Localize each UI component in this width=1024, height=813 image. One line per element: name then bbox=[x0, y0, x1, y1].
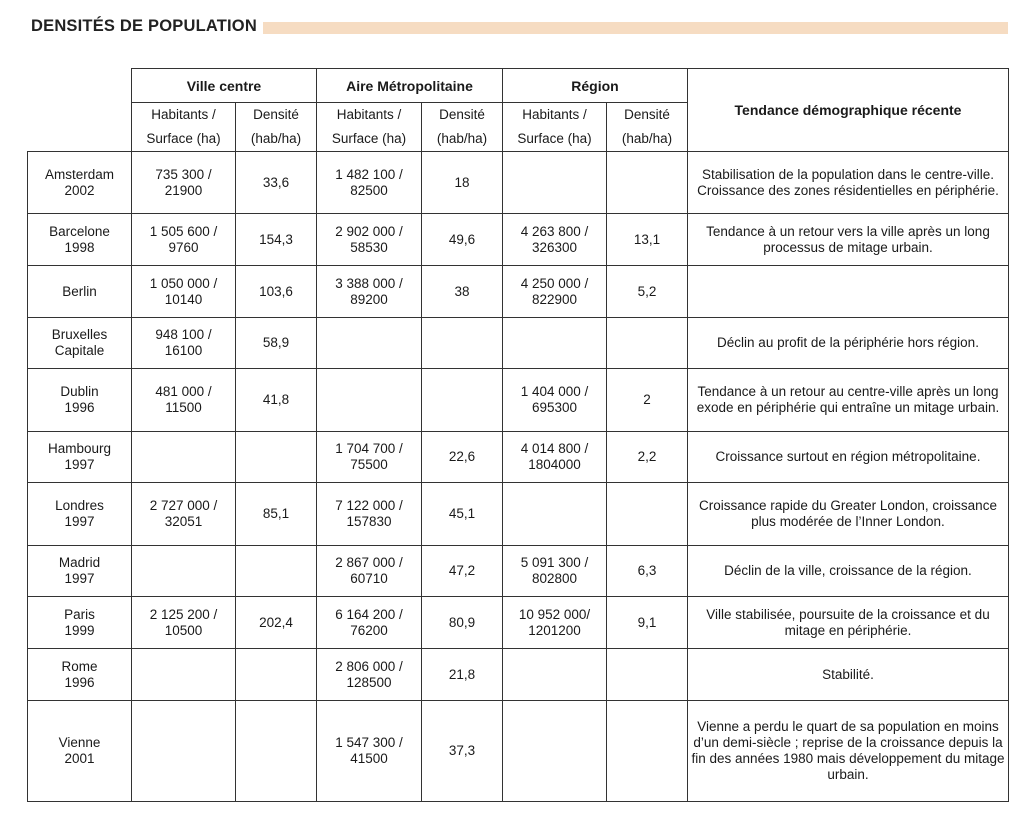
city-year: 2001 bbox=[64, 751, 95, 766]
region-surface: 695300 bbox=[531, 400, 578, 415]
aire-metro-densite-cell: 21,8 bbox=[422, 649, 503, 701]
ville-centre-habitants: 948 100 / bbox=[155, 327, 212, 342]
ville-centre-densite-cell bbox=[236, 546, 317, 597]
subheader-dens-line2: (hab/ha) bbox=[436, 131, 488, 146]
region-habitants: 4 263 800 / bbox=[520, 223, 589, 239]
city-cell bbox=[28, 432, 132, 483]
table-row bbox=[28, 266, 1009, 318]
region-surface: 1201200 bbox=[528, 622, 581, 638]
table-row bbox=[28, 152, 1009, 214]
aire-metro-densite-cell: 38 bbox=[422, 266, 503, 318]
city-name: Bruxelles bbox=[51, 327, 108, 342]
aire-metro-densite-cell: 80,9 bbox=[422, 597, 503, 649]
subheader-rg-habitants bbox=[503, 103, 607, 152]
ville-centre-habitants-cell bbox=[132, 432, 236, 483]
tendance-cell: Déclin au profit de la périphérie hors région. bbox=[688, 318, 1009, 369]
city-name: Vienne bbox=[58, 735, 101, 750]
subheader-am-densite bbox=[422, 103, 503, 152]
region-habitants-cell bbox=[503, 432, 607, 483]
ville-centre-densite-cell: 202,4 bbox=[236, 597, 317, 649]
region-densite-cell: 9,1 bbox=[607, 597, 688, 649]
table-row bbox=[28, 649, 1009, 701]
region-habitants-cell bbox=[503, 546, 607, 597]
aire-metro-surface: 76200 bbox=[350, 622, 388, 638]
ville-centre-habitants: 1 505 600 / bbox=[149, 223, 218, 239]
header-ville-centre: Ville centre bbox=[132, 69, 317, 103]
aire-metro-densite-cell: 47,2 bbox=[422, 546, 503, 597]
city-cell bbox=[28, 266, 132, 318]
city-name: Londres bbox=[55, 498, 104, 513]
city-name: Paris bbox=[64, 606, 95, 622]
ville-centre-habitants-cell bbox=[132, 649, 236, 701]
aire-metro-habitants-cell bbox=[317, 214, 422, 266]
ville-centre-surface: 11500 bbox=[165, 400, 202, 415]
ville-centre-habitants-cell bbox=[132, 483, 236, 546]
tendance-cell: Croissance rapide du Greater London, croissance plus modérée de l’Inner London. bbox=[688, 483, 1009, 546]
region-habitants-cell bbox=[503, 152, 607, 214]
density-table bbox=[27, 68, 1009, 802]
table-row bbox=[28, 483, 1009, 546]
aire-metro-surface: 89200 bbox=[350, 291, 388, 307]
subheader-hab-line2: Surface (ha) bbox=[517, 131, 592, 146]
aire-metro-habitants: 6 164 200 / bbox=[335, 606, 403, 622]
ville-centre-surface: 9760 bbox=[168, 239, 199, 255]
region-densite-cell: 2,2 bbox=[607, 432, 688, 483]
region-habitants-cell bbox=[503, 369, 607, 432]
aire-metro-densite-cell: 18 bbox=[422, 152, 503, 214]
aire-metro-habitants-cell bbox=[317, 432, 422, 483]
aire-metro-habitants: 2 806 000 / bbox=[335, 658, 403, 674]
ville-centre-densite-cell: 154,3 bbox=[236, 214, 317, 266]
aire-metro-densite-cell: 49,6 bbox=[422, 214, 503, 266]
region-densite-cell bbox=[607, 701, 688, 802]
region-surface: 1804000 bbox=[528, 457, 581, 472]
city-name: Dublin bbox=[60, 384, 99, 399]
aire-metro-habitants: 2 902 000 / bbox=[335, 223, 403, 239]
tendance-cell bbox=[688, 266, 1009, 318]
aire-metro-surface: 75500 bbox=[350, 457, 388, 472]
aire-metro-surface: 128500 bbox=[346, 674, 392, 690]
city-cell bbox=[28, 701, 132, 802]
title-decoration-bar bbox=[263, 22, 1008, 34]
subheader-dens-line1: Densité bbox=[624, 107, 670, 122]
ville-centre-densite-cell bbox=[236, 701, 317, 802]
city-cell bbox=[28, 483, 132, 546]
aire-metro-habitants-cell bbox=[317, 546, 422, 597]
region-habitants-cell bbox=[503, 649, 607, 701]
table-row bbox=[28, 369, 1009, 432]
ville-centre-habitants-cell bbox=[132, 214, 236, 266]
ville-centre-habitants-cell bbox=[132, 597, 236, 649]
tendance-cell: Stabilité. bbox=[688, 649, 1009, 701]
city-year: 1996 bbox=[64, 400, 95, 415]
aire-metro-densite-cell: 37,3 bbox=[422, 701, 503, 802]
subheader-vc-densite bbox=[236, 103, 317, 152]
ville-centre-surface: 32051 bbox=[164, 514, 203, 529]
ville-centre-habitants-cell bbox=[132, 318, 236, 369]
city-year: Capitale bbox=[54, 343, 105, 358]
aire-metro-densite-cell: 45,1 bbox=[422, 483, 503, 546]
title-row bbox=[31, 16, 1008, 40]
city-name: Amsterdam bbox=[44, 166, 115, 182]
table-row bbox=[28, 318, 1009, 369]
region-surface: 822900 bbox=[531, 291, 578, 307]
region-densite-cell: 13,1 bbox=[607, 214, 688, 266]
aire-metro-surface: 58530 bbox=[350, 239, 388, 255]
aire-metro-habitants: 1 482 100 / bbox=[335, 166, 403, 182]
aire-metro-surface: 82500 bbox=[350, 182, 388, 198]
city-cell bbox=[28, 369, 132, 432]
aire-metro-habitants: 3 388 000 / bbox=[335, 275, 403, 291]
header-tendance: Tendance démographique récente bbox=[688, 69, 1009, 152]
ville-centre-densite-cell bbox=[236, 649, 317, 701]
table-row bbox=[28, 432, 1009, 483]
aire-metro-surface: 157830 bbox=[346, 514, 392, 529]
ville-centre-habitants: 2 727 000 / bbox=[149, 498, 218, 513]
aire-metro-habitants-cell bbox=[317, 597, 422, 649]
subheader-vc-habitants bbox=[132, 103, 236, 152]
header-region: Région bbox=[503, 69, 688, 103]
ville-centre-habitants: 735 300 / bbox=[155, 166, 212, 182]
ville-centre-surface: 21900 bbox=[164, 182, 203, 198]
ville-centre-densite-cell: 33,6 bbox=[236, 152, 317, 214]
city-year: 1998 bbox=[64, 239, 95, 255]
region-habitants-cell bbox=[503, 318, 607, 369]
city-name: Berlin bbox=[62, 283, 97, 299]
city-cell bbox=[28, 597, 132, 649]
subheader-dens-line2: (hab/ha) bbox=[621, 131, 673, 146]
region-surface: 326300 bbox=[531, 239, 578, 255]
ville-centre-habitants: 481 000 / bbox=[155, 384, 212, 399]
city-year: 1997 bbox=[64, 457, 95, 472]
subheader-am-habitants bbox=[317, 103, 422, 152]
region-habitants: 5 091 300 / bbox=[520, 555, 589, 570]
tendance-cell: Vienne a perdu le quart de sa population en moins d’un demi-siècle ; reprise de la croissance depuis la fin des années 1980 mais développement du mitage urbain. bbox=[688, 701, 1009, 802]
ville-centre-habitants-cell bbox=[132, 266, 236, 318]
tendance-cell: Croissance surtout en région métropolitaine. bbox=[688, 432, 1009, 483]
subheader-hab-line1: Habitants / bbox=[151, 107, 216, 122]
region-habitants-cell bbox=[503, 701, 607, 802]
city-year: 1999 bbox=[64, 622, 95, 638]
aire-metro-surface: 41500 bbox=[350, 751, 388, 766]
city-cell bbox=[28, 214, 132, 266]
city-year: 1997 bbox=[64, 571, 95, 586]
ville-centre-habitants: 2 125 200 / bbox=[149, 606, 218, 622]
ville-centre-densite-cell: 85,1 bbox=[236, 483, 317, 546]
subheader-hab-line1: Habitants / bbox=[336, 107, 402, 122]
city-year: 2002 bbox=[64, 182, 95, 198]
subheader-dens-line1: Densité bbox=[253, 107, 299, 122]
table-row bbox=[28, 214, 1009, 266]
region-habitants-cell bbox=[503, 266, 607, 318]
region-habitants: 4 250 000 / bbox=[520, 275, 589, 291]
tendance-cell: Stabilisation de la population dans le centre-ville. Croissance des zones résidentielles en périphérie. bbox=[688, 152, 1009, 214]
ville-centre-habitants-cell bbox=[132, 701, 236, 802]
subheader-dens-line1: Densité bbox=[439, 107, 485, 122]
region-densite-cell bbox=[607, 318, 688, 369]
aire-metro-habitants-cell bbox=[317, 318, 422, 369]
ville-centre-surface: 10500 bbox=[164, 622, 203, 638]
empty-corner-cell bbox=[28, 69, 132, 152]
ville-centre-densite-cell bbox=[236, 432, 317, 483]
subheader-hab-line2: Surface (ha) bbox=[146, 131, 221, 146]
city-cell bbox=[28, 649, 132, 701]
city-name: Madrid bbox=[58, 555, 101, 570]
region-densite-cell bbox=[607, 649, 688, 701]
aire-metro-densite-cell bbox=[422, 318, 503, 369]
table-row bbox=[28, 597, 1009, 649]
ville-centre-habitants-cell bbox=[132, 546, 236, 597]
ville-centre-habitants-cell bbox=[132, 152, 236, 214]
aire-metro-habitants: 1 704 700 / bbox=[335, 441, 403, 456]
city-year: 1997 bbox=[64, 514, 95, 529]
aire-metro-densite-cell: 22,6 bbox=[422, 432, 503, 483]
region-habitants: 10 952 000/ bbox=[518, 606, 591, 622]
page-title: DENSITÉS DE POPULATION bbox=[31, 17, 257, 35]
aire-metro-densite-cell bbox=[422, 369, 503, 432]
aire-metro-habitants-cell bbox=[317, 701, 422, 802]
tendance-cell: Ville stabilisée, poursuite de la croissance et du mitage en périphérie. bbox=[688, 597, 1009, 649]
aire-metro-habitants: 2 867 000 / bbox=[335, 555, 403, 570]
city-name: Hambourg bbox=[47, 441, 112, 456]
subheader-rg-densite bbox=[607, 103, 688, 152]
aire-metro-habitants-cell bbox=[317, 649, 422, 701]
ville-centre-densite-cell: 103,6 bbox=[236, 266, 317, 318]
aire-metro-surface: 60710 bbox=[350, 571, 388, 586]
ville-centre-habitants: 1 050 000 / bbox=[149, 275, 218, 291]
region-habitants-cell bbox=[503, 597, 607, 649]
region-habitants: 1 404 000 / bbox=[520, 384, 589, 399]
city-cell bbox=[28, 546, 132, 597]
region-surface: 802800 bbox=[531, 571, 578, 586]
subheader-hab-line1: Habitants / bbox=[522, 107, 587, 122]
region-densite-cell: 5,2 bbox=[607, 266, 688, 318]
table-row bbox=[28, 546, 1009, 597]
city-cell bbox=[28, 152, 132, 214]
city-year: 1996 bbox=[64, 674, 95, 690]
region-densite-cell bbox=[607, 152, 688, 214]
ville-centre-habitants-cell bbox=[132, 369, 236, 432]
ville-centre-surface: 10140 bbox=[164, 291, 203, 307]
ville-centre-surface: 16100 bbox=[164, 343, 203, 358]
city-name: Rome bbox=[61, 658, 98, 674]
region-habitants: 4 014 800 / bbox=[520, 441, 589, 456]
tendance-cell: Déclin de la ville, croissance de la région. bbox=[688, 546, 1009, 597]
tendance-cell: Tendance à un retour au centre-ville après un long exode en périphérie qui entraîne un mitage urbain. bbox=[688, 369, 1009, 432]
subheader-hab-line2: Surface (ha) bbox=[331, 131, 407, 146]
region-densite-cell: 2 bbox=[607, 369, 688, 432]
aire-metro-habitants-cell bbox=[317, 266, 422, 318]
header-aire-metropolitaine: Aire Métropolitaine bbox=[317, 69, 503, 103]
aire-metro-habitants-cell bbox=[317, 483, 422, 546]
tendance-cell: Tendance à un retour vers la ville après un long processus de mitage urbain. bbox=[688, 214, 1009, 266]
aire-metro-habitants-cell bbox=[317, 369, 422, 432]
aire-metro-habitants: 7 122 000 / bbox=[335, 498, 403, 513]
table-body bbox=[28, 152, 1009, 802]
aire-metro-habitants-cell bbox=[317, 152, 422, 214]
ville-centre-densite-cell: 41,8 bbox=[236, 369, 317, 432]
table-row bbox=[28, 701, 1009, 802]
region-densite-cell: 6,3 bbox=[607, 546, 688, 597]
ville-centre-densite-cell: 58,9 bbox=[236, 318, 317, 369]
region-habitants-cell bbox=[503, 483, 607, 546]
region-densite-cell bbox=[607, 483, 688, 546]
subheader-dens-line2: (hab/ha) bbox=[250, 131, 302, 146]
aire-metro-habitants: 1 547 300 / bbox=[335, 735, 403, 750]
city-name: Barcelone bbox=[49, 223, 110, 239]
region-habitants-cell bbox=[503, 214, 607, 266]
city-cell bbox=[28, 318, 132, 369]
